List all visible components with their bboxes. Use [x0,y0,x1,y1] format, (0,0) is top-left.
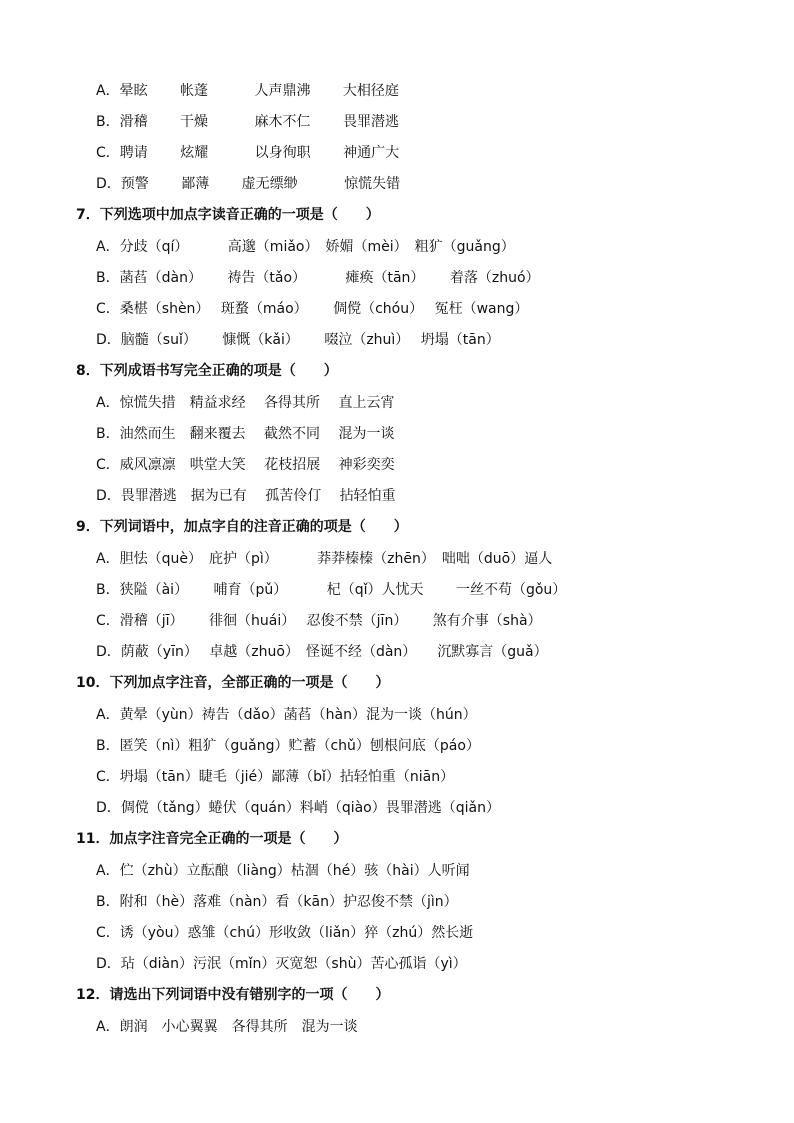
question-8-option-b: B．油然而生 翻来覆去 截然不同 混为一谈 [96,426,395,442]
question-10-option-b: B．匿笑（nì）粗犷（guǎng）贮蓄（chǔ）刨根问底（páo） [96,738,480,754]
prev-option-d: D．预警 鄙薄 虚无缥缈 惊慌失错 [96,176,401,192]
question-12-option-a: A．朗润 小心翼翼 各得其所 混为一谈 [96,1019,358,1035]
question-11-stem: 11．加点字注音完全正确的一项是（ ） [76,831,348,847]
question-12-stem: 12．请选出下列词语中没有错别字的一项（ ） [76,987,390,1003]
question-9-option-a: A．胆怯（què） 庇护（pì） 莽莽榛榛（zhēn） 咄咄（duō）逼人 [96,551,553,567]
prev-option-c: C．聘请 炫耀 以身徇职 神通广大 [96,145,400,161]
question-11-option-c: C．诱（yòu）惑雏（chú）形收敛（liǎn）猝（zhú）然长逝 [96,925,474,941]
question-7-option-b: B．菡萏（dàn） 祷告（tǎo） 瘫痪（tān） 着落（zhuó） [96,270,540,286]
question-8-option-d: D．畏罪潜逃 据为已有 孤苦伶仃 拈轻怕重 [96,488,396,504]
question-10-option-a: A．黄晕（yùn）祷告（dǎo）菡萏（hàn）混为一谈（hún） [96,707,477,723]
question-11-option-a: A．伫（zhù）立酝酿（liàng）枯涸（hé）骇（hài）人听闻 [96,863,470,879]
question-7-option-d: D．脑髓（suǐ） 慷慨（kǎi） 啜泣（zhuì） 坍塌（tān） [96,332,500,348]
question-9-option-d: D．荫蔽（yīn） 卓越（zhuō） 怪诞不经（dàn） 沉默寡言（guǎ） [96,644,548,660]
question-10-stem: 10．下列加点字注音，全部正确的一项是（ ） [76,675,390,691]
question-11-option-b: B．附和（hè）落难（nàn）看（kān）护忍俊不禁（jìn） [96,894,458,910]
question-9-stem: 9．下列词语中，加点字自的注音正确的项是（ ） [76,519,408,535]
question-8-stem: 8．下列成语书写完全正确的项是（ ） [76,363,338,379]
question-9-option-b: B．狭隘（ài） 哺育（pǔ） 杞（qǐ）人忧天 一丝不苟（gǒu） [96,582,567,598]
question-10-option-c: C．坍塌（tān）睫毛（jié）鄙薄（bǐ）拈轻怕重（niān） [96,769,455,785]
question-11-option-d: D．玷（diàn）污泯（mǐn）灭宽恕（shù）苦心孤诣（yì） [96,956,467,972]
question-8-option-a: A．惊慌失措 精益求经 各得其所 直上云宵 [96,395,395,411]
question-9-option-c: C．滑稽（jī） 徘徊（huái） 忍俊不禁（jīn） 煞有介事（shà） [96,613,542,629]
question-7-stem: 7．下列选项中加点字读音正确的一项是（ ） [76,207,380,223]
prev-option-b: B．滑稽 干燥 麻木不仁 畏罪潜逃 [96,114,399,130]
question-7-option-a: A．分歧（qí） 高邈（miǎo） 娇媚（mèi） 粗犷（guǎng） [96,239,515,255]
prev-option-a: A．晕眩 帐蓬 人声鼎沸 大相径庭 [96,83,399,99]
question-7-option-c: C．桑椹（shèn） 斑蝥（máo） 倜傥（chóu） 冤枉（wang） [96,301,529,317]
question-10-option-d: D．倜傥（tǎng）蜷伏（quán）料峭（qiào）畏罪潜逃（qiǎn） [96,800,500,816]
question-8-option-c: C．威风凛凛 哄堂大笑 花枝招展 神彩奕奕 [96,457,395,473]
